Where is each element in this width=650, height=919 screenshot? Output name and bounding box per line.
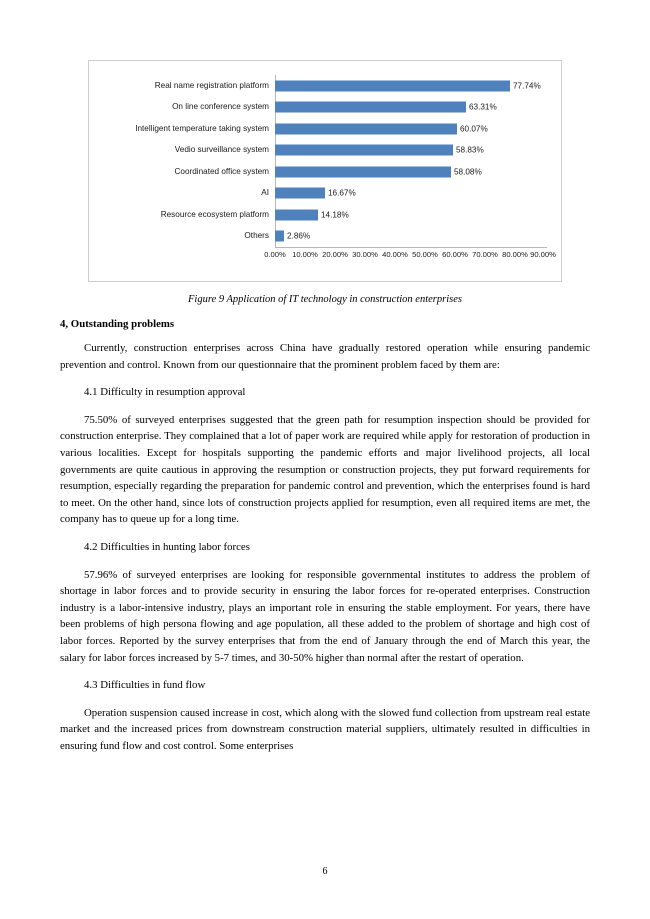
chart-bar-value: 77.74% [513, 81, 541, 91]
chart-bar-row [97, 161, 555, 183]
chart-bar-value: 58.83% [456, 145, 484, 155]
section-heading: 4, Outstanding problems [60, 318, 175, 330]
chart-x-tick: 90.00% [530, 250, 556, 259]
chart-bar-row [97, 97, 555, 119]
chart-x-tick: 60.00% [442, 250, 468, 259]
chart-category-label: Real name registration platform [154, 80, 269, 90]
chart-bar [275, 166, 451, 177]
subsection-body-4-2: 57.96% of surveyed enterprises are looking for responsible governmental institutes to address the problem of shortage in labor forces and to provide security in ensuring the labor forces for re-operated enterprises. Construction industry is a labor-intensive industry, plays an important role in ensuring the stable employment. For years, there have been problems of high persona flowing and age population, all these added to the problem of shortage and high cost of labor forces. Reported by the survey enterprises that from the end of January through the end of March this year, the salary for labor forces increased by 5-7 times, and 30-50% higher than normal after the restart of operation. [60, 568, 590, 664]
chart-bar-value: 60.07% [460, 124, 488, 134]
chart-x-tick: 20.00% [322, 250, 348, 259]
chart-x-tick: 30.00% [352, 250, 378, 259]
chart-bar-track [275, 204, 555, 226]
chart-bar-row [97, 183, 555, 205]
chart-x-tick-labels [264, 250, 556, 264]
chart-bar [275, 188, 325, 199]
page-number: 6 [322, 866, 328, 877]
chart-x-tick: 70.00% [472, 250, 498, 259]
chart-bar-value: 63.31% [469, 102, 497, 112]
chart-category-label: On line conference system [172, 102, 269, 112]
chart-bar [275, 80, 510, 91]
chart-bar [275, 123, 457, 134]
subsection-body-4-1: 75.50% of surveyed enterprises suggested that the green path for resumption inspection should be provided for construction enterprise. They complained that a lot of paper work are required while apply for restoration of production in various localities. Except for hospitals supporting the pandemic efforts and major livelihood projects, all local governments are quite cautious in approving the resumption or construction projects, they put forward requirements for resumption, especially regarding the preparation for pandemic control and prevention, which the enterprises found is hard to meet. On the other hand, since lots of construction projects applied for resumption, even all required items are met, the company has to queue up for a long time. [60, 413, 590, 526]
document-body [60, 318, 590, 765]
chart-bar [275, 145, 453, 156]
chart-plot-area [89, 61, 561, 281]
chart-bar-track [275, 226, 555, 248]
chart-bar-track [275, 75, 555, 97]
subsection-heading-4-2: 4.2 Difficulties in hunting labor forces [84, 540, 250, 553]
subsection-body-4-3: Operation suspension caused increase in cost, which along with the slowed fund collection from upstream real estate market and the increased prices from downstream construction material suppliers, ultimately resulted in difficulties in ensuring fund flow and cost control. Some enterprises [60, 706, 590, 752]
chart-category-label: Others [244, 231, 269, 241]
figure-9-chart [88, 60, 562, 282]
chart-category-label: Vedio surveillance system [174, 145, 269, 155]
chart-bar [275, 209, 318, 220]
chart-x-tick: 50.00% [412, 250, 438, 259]
chart-bar-row [97, 75, 555, 97]
chart-bar-value: 2.86% [287, 231, 311, 241]
chart-bar-row [97, 118, 555, 140]
chart-bar-value: 58.08% [454, 167, 482, 177]
chart-bar-track [275, 183, 555, 205]
figure-caption: Figure 9 Application of IT technology in construction enterprises [188, 294, 462, 305]
chart-bar-track [275, 118, 555, 140]
chart-bar-row [97, 204, 555, 226]
chart-category-label: Coordinated office system [174, 166, 269, 176]
chart-bar-value: 14.18% [321, 210, 349, 220]
chart-category-label: AI [261, 188, 269, 198]
chart-bar-track [275, 97, 555, 119]
chart-x-axis [275, 247, 547, 248]
chart-x-tick: 0.00% [264, 250, 286, 259]
chart-x-tick: 80.00% [502, 250, 528, 259]
chart-bar [275, 102, 466, 113]
chart-bars [97, 75, 555, 247]
chart-bar-row [97, 140, 555, 162]
subsection-heading-4-1: 4.1 Difficulty in resumption approval [84, 386, 246, 399]
chart-bar-row [97, 226, 555, 248]
chart-category-label: Resource ecosystem platform [160, 209, 269, 219]
subsection-heading-4-3: 4.3 Difficulties in fund flow [84, 679, 206, 692]
section-intro-paragraph: Currently, construction enterprises across China have gradually restored operation while ensuring pandemic prevention and control. Known from our questionnaire that the prominent problem faced by them are: [60, 342, 590, 371]
chart-x-tick: 10.00% [292, 250, 318, 259]
chart-bar-track [275, 161, 555, 183]
chart-category-label: Intelligent temperature taking system [135, 123, 269, 133]
chart-x-tick: 40.00% [382, 250, 408, 259]
chart-bar [275, 231, 284, 242]
chart-bar-value: 16.67% [328, 188, 356, 198]
chart-bar-track [275, 140, 555, 162]
